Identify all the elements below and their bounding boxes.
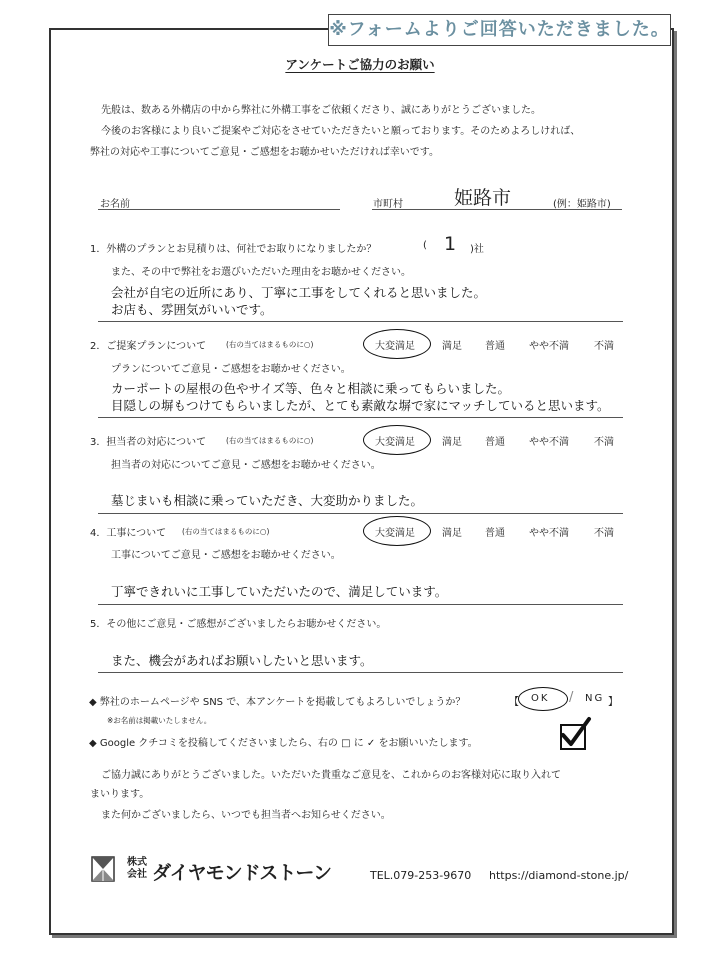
diamond-logo-icon <box>90 855 116 885</box>
q4-rating-somewhat-dissatisfied[interactable]: やや不満 <box>529 528 569 539</box>
city-underline <box>372 209 622 210</box>
q5-answer-1: また、機会があればお願いしたいと思います。 <box>111 653 373 668</box>
q2-hint: (右の当てはまるものに○) <box>226 340 314 349</box>
closing-line-1: ご協力誠にありがとうございました。いただいた貴重なご意見を、これからのお客様対応に取り入れて <box>101 770 561 781</box>
q2-rating-somewhat-dissatisfied[interactable]: やや不満 <box>529 341 569 352</box>
q5-divider <box>98 672 623 673</box>
q4-answer-1: 丁寧できれいに工事していただいたので、満足しています。 <box>111 584 448 599</box>
q4-rating-very-satisfied[interactable]: 大変満足 <box>375 528 415 539</box>
checkmark-icon <box>556 716 592 750</box>
q1-divider <box>98 321 623 322</box>
consent-question: ◆ 弊社のホームページや SNS で、本アンケートを掲載してもよろしいでしょうか？ <box>89 697 466 708</box>
q2-rating-neutral[interactable]: 普通 <box>485 341 505 352</box>
q2-selection-circle <box>363 329 431 359</box>
q4-selection-circle <box>363 516 431 546</box>
survey-title: アンケートご協力のお願い <box>285 57 435 72</box>
closing-line-2: まいります。 <box>90 789 150 800</box>
closing-line-3: また何かございましたら、いつでも担当者へお知らせください。 <box>101 810 391 821</box>
q3-hint: (右の当てはまるものに○) <box>226 436 314 445</box>
q2-rating-satisfied[interactable]: 満足 <box>442 341 462 352</box>
intro-line-3: 弊社の対応や工事についてご意見・ご感想をお聴かせいただければ幸いです。 <box>90 147 439 158</box>
google-review-request: ◆ Google クチコミを投稿してくださいましたら、右の □ に ✓ をお願いいたします。 <box>89 738 478 749</box>
q1-paren-open: ( <box>423 240 427 251</box>
q4-label: 4．工事について <box>90 528 167 539</box>
q3-selection-circle <box>363 425 431 455</box>
consent-separator: / <box>569 690 574 705</box>
consent-bracket-close: 】 <box>608 697 618 708</box>
intro-line-1: 先般は、数ある外構店の中から弊社に外構工事をご依頼くださり、誠にありがとうございました。 <box>101 105 541 116</box>
consent-selection-circle <box>518 687 568 711</box>
q3-rating-very-satisfied[interactable]: 大変満足 <box>375 437 415 448</box>
q2-sub: プランについてご意見・ご感想をお聴かせください。 <box>111 364 351 375</box>
consent-ok-option[interactable]: OK <box>531 693 550 704</box>
q2-answer-2: 目隠しの塀もつけてもらいましたが、とても素敵な塀で家にマッチしていると思います。 <box>111 398 610 413</box>
q3-divider <box>98 513 623 514</box>
name-label: お名前 <box>100 199 130 210</box>
q4-hint: (右の当てはまるものに○) <box>182 527 270 536</box>
company-prefix-top: 株式 <box>127 857 147 868</box>
q1-answer-2: お店も、雰囲気がいいです。 <box>111 302 273 317</box>
consent-note: ※お名前は掲載いたしません。 <box>107 716 212 725</box>
company-prefix-bottom: 会社 <box>127 869 147 880</box>
company-name: ダイヤモンドストーン <box>152 862 332 884</box>
q1-sub: また、その中で弊社をお選びいただいた理由をお聴かせください。 <box>111 267 411 278</box>
city-value: 姫路市 <box>454 187 512 209</box>
q1-paren-close: )社 <box>470 244 484 255</box>
q2-answer-1: カーポートの屋根の色やサイズ等、色々と相談に乗ってもらいました。 <box>111 381 511 396</box>
q2-label: 2．ご提案プランについて <box>90 341 207 352</box>
q1-answer-1: 会社が自宅の近所にあり、丁寧に工事をしてくれると思いました。 <box>111 285 487 300</box>
company-tel: TEL.079-253-9670 <box>370 869 472 882</box>
city-example: (例：姫路市) <box>553 199 611 210</box>
form-response-banner: ※フォームよりご回答いただきました。 <box>328 14 671 46</box>
q3-rating-somewhat-dissatisfied[interactable]: やや不満 <box>529 437 569 448</box>
q3-sub: 担当者の対応についてご意見・ご感想をお聴かせください。 <box>111 460 381 471</box>
q4-rating-neutral[interactable]: 普通 <box>485 528 505 539</box>
consent-ng-option[interactable]: NG <box>585 693 605 704</box>
q2-rating-very-satisfied[interactable]: 大変満足 <box>375 341 415 352</box>
q4-sub: 工事についてご意見・ご感想をお聴かせください。 <box>111 550 341 561</box>
name-underline <box>98 209 340 210</box>
q5-label: 5．その他にご意見・ご感想がございましたらお聴かせください。 <box>90 619 387 630</box>
q3-label: 3．担当者の対応について <box>90 437 207 448</box>
q1-count: 1 <box>444 233 457 255</box>
q3-rating-dissatisfied[interactable]: 不満 <box>594 437 614 448</box>
q4-rating-satisfied[interactable]: 満足 <box>442 528 462 539</box>
q2-rating-dissatisfied[interactable]: 不満 <box>594 341 614 352</box>
q4-divider <box>98 604 623 605</box>
q1-label: 1．外構のプランとお見積りは、何社でお取りになりましたか？ <box>90 244 377 255</box>
city-label: 市町村 <box>373 199 403 210</box>
company-url[interactable]: https://diamond-stone.jp/ <box>489 869 629 882</box>
q3-answer-1: 墓じまいも相談に乗っていただき、大変助かりました。 <box>111 493 424 508</box>
q4-rating-dissatisfied[interactable]: 不満 <box>594 528 614 539</box>
q2-divider <box>98 417 623 418</box>
consent-bracket-open: 【 <box>509 697 519 708</box>
intro-line-2: 今後のお客様により良いご提案やご対応をさせていただきたいと願っております。そのためよろしければ、 <box>101 126 581 137</box>
q3-rating-neutral[interactable]: 普通 <box>485 437 505 448</box>
q3-rating-satisfied[interactable]: 満足 <box>442 437 462 448</box>
